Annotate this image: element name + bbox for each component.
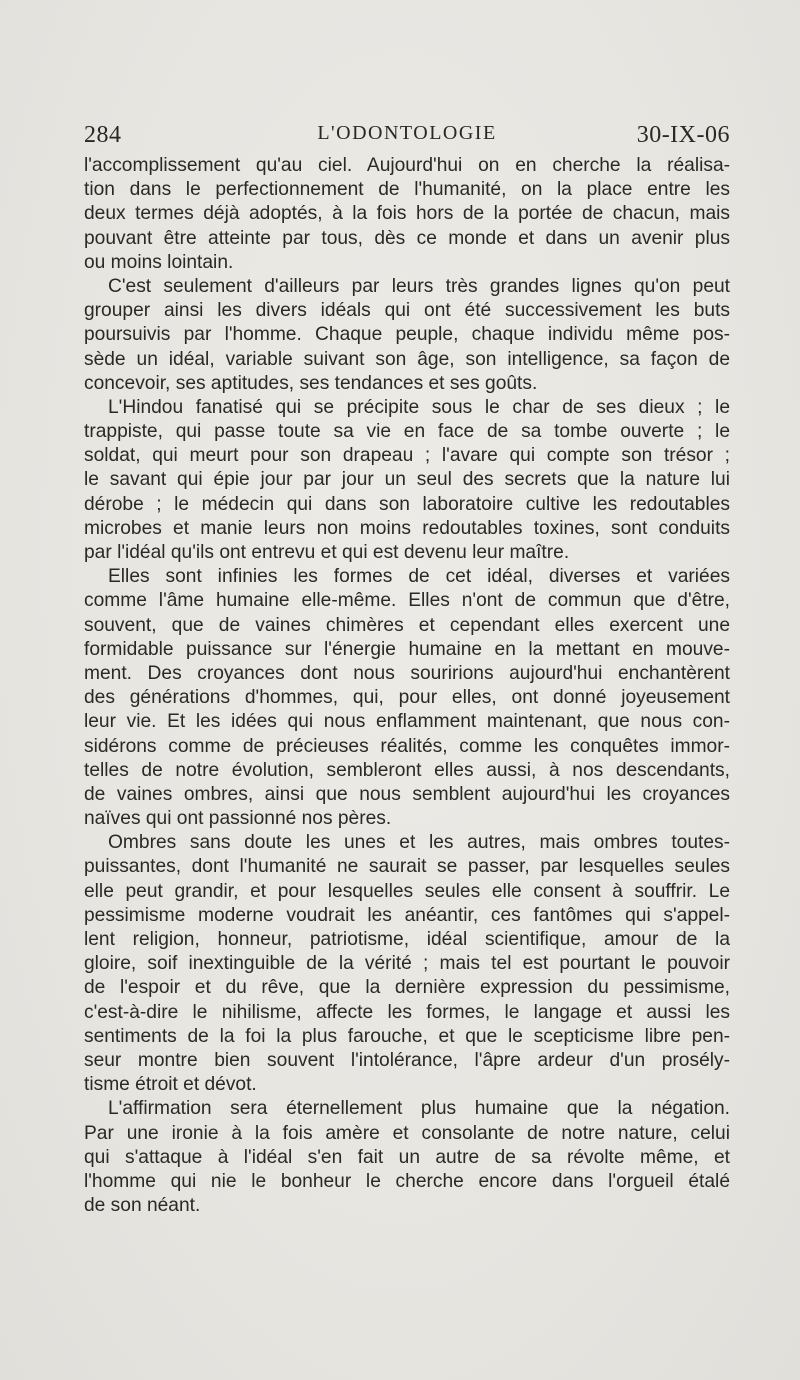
- text-line: souvent, que de vaines chimères et cependant elles exercent une: [84, 614, 730, 636]
- text-line: sède un idéal, variable suivant son âge, son intelligence, sa façon de: [84, 348, 730, 370]
- text-line: l'homme qui nie le bonheur le cherche encore dans l'orgueil étalé: [84, 1170, 730, 1192]
- text-line: pessimisme moderne voudrait les anéantir, ces fantômes qui s'appel-: [84, 904, 730, 926]
- body-text: [84, 154, 730, 1218]
- text-line: de son néant.: [84, 1195, 201, 1217]
- text-line: telles de notre évolution, sembleront elles aussi, à nos descendants,: [84, 759, 730, 781]
- text-line: des générations d'hommes, qui, pour elles, ont donné joyeusement: [84, 687, 730, 709]
- paragraph: [84, 154, 730, 275]
- text-line: par l'idéal qu'ils ont entrevu et qui est devenu leur maître.: [84, 542, 570, 563]
- text-line: c'est-à-dire le nihilisme, affecte les formes, le langage et aussi les: [84, 1001, 730, 1023]
- paragraph: [84, 396, 730, 565]
- text-line: le savant qui épie jour par jour un seul des secrets que la nature lui: [84, 469, 730, 491]
- running-header: [84, 118, 730, 150]
- text-line: sidérons comme de précieuses réalités, comme les conquêtes immor-: [84, 735, 730, 757]
- text-line: comme l'âme humaine elle-même. Elles n'ont de commun que d'être,: [84, 590, 730, 612]
- text-line: sentiments de la foi la plus farouche, et que le scepticisme libre pen-: [84, 1025, 730, 1047]
- text-line: lent religion, honneur, patriotisme, idéal scientifique, amour de la: [84, 929, 730, 950]
- issue-date: 30-IX-06: [636, 122, 730, 148]
- text-line: grouper ainsi les divers idéals qui ont été successivement les buts: [84, 300, 730, 322]
- text-line: seur montre bien souvent l'intolérance, l'âpre ardeur d'un prosély-: [84, 1049, 730, 1071]
- paragraph: [84, 1097, 730, 1218]
- text-line: naïves qui ont passionné nos pères.: [84, 808, 392, 830]
- text-line: l'accomplissement qu'au ciel. Aujourd'hui on en cherche la réalisa-: [84, 155, 730, 176]
- text-line: ou moins lointain.: [84, 251, 234, 273]
- text-line: gloire, soif inextinguible de la vérité ; mais tel est pourtant le pouvoir: [84, 953, 730, 975]
- text-line: elle peut grandir, et pour lesquelles seules elle consent à souffrir. Le: [84, 880, 730, 902]
- text-line: ment. Des croyances dont nous souririons aujourd'hui enchantèrent: [84, 662, 730, 684]
- text-line: soldat, qui meurt pour son drapeau ; l'avare qui compte son trésor ;: [84, 445, 730, 467]
- text-line: trappiste, qui passe toute sa vie en face de sa tombe ouverte ; le: [84, 421, 730, 443]
- text-line: dérobe ; le médecin qui dans son laboratoire cultive les redoutables: [84, 493, 730, 515]
- journal-title: L'ODONTOLOGIE: [317, 122, 497, 144]
- paragraph: [84, 831, 730, 1097]
- text-line: poursuivis par l'homme. Chaque peuple, chaque individu même pos-: [84, 324, 730, 346]
- paragraph: [84, 275, 730, 396]
- text-line: Par une ironie à la fois amère et consolante de notre nature, celui: [84, 1122, 730, 1144]
- text-line: microbes et manie leurs non moins redoutables toxines, sont conduits: [84, 517, 730, 539]
- page-number: 284: [84, 122, 122, 148]
- text-line: L'affirmation sera éternellement plus humaine que la négation.: [108, 1098, 730, 1120]
- text-line: pouvant être atteinte par tous, dès ce monde et dans un avenir plus: [84, 227, 730, 249]
- text-line: L'Hindou fanatisé qui se précipite sous le char de ses dieux ; le: [108, 396, 730, 418]
- text-line: C'est seulement d'ailleurs par leurs très grandes lignes qu'on peut: [108, 275, 730, 297]
- text-line: leur vie. Et les idées qui nous enflamment maintenant, que nous con-: [84, 711, 730, 733]
- paragraph: [84, 565, 730, 831]
- text-line: tisme étroit et dévot.: [84, 1074, 257, 1096]
- text-line: puissantes, dont l'humanité ne saurait se passer, par lesquelles seules: [84, 856, 730, 878]
- text-line: deux termes déjà adoptés, à la fois hors de la portée de chacun, mais: [84, 203, 730, 225]
- text-line: qui s'attaque à l'idéal s'en fait un autre de sa révolte même, et: [84, 1146, 730, 1168]
- text-line: tion dans le perfectionnement de l'humanité, on la place entre les: [84, 179, 730, 201]
- text-line: de l'espoir et du rêve, que la dernière expression du pessimisme,: [84, 977, 730, 999]
- text-line: concevoir, ses aptitudes, ses tendances et ses goûts.: [84, 372, 538, 394]
- text-line: formidable puissance sur l'énergie humaine en la mettant en mouve-: [84, 638, 730, 660]
- text-line: Elles sont infinies les formes de cet idéal, diverses et variées: [108, 566, 730, 588]
- text-line: Ombres sans doute les unes et les autres, mais ombres toutes-: [108, 832, 730, 854]
- text-line: de vaines ombres, ainsi que nous semblent aujourd'hui les croyances: [84, 783, 730, 805]
